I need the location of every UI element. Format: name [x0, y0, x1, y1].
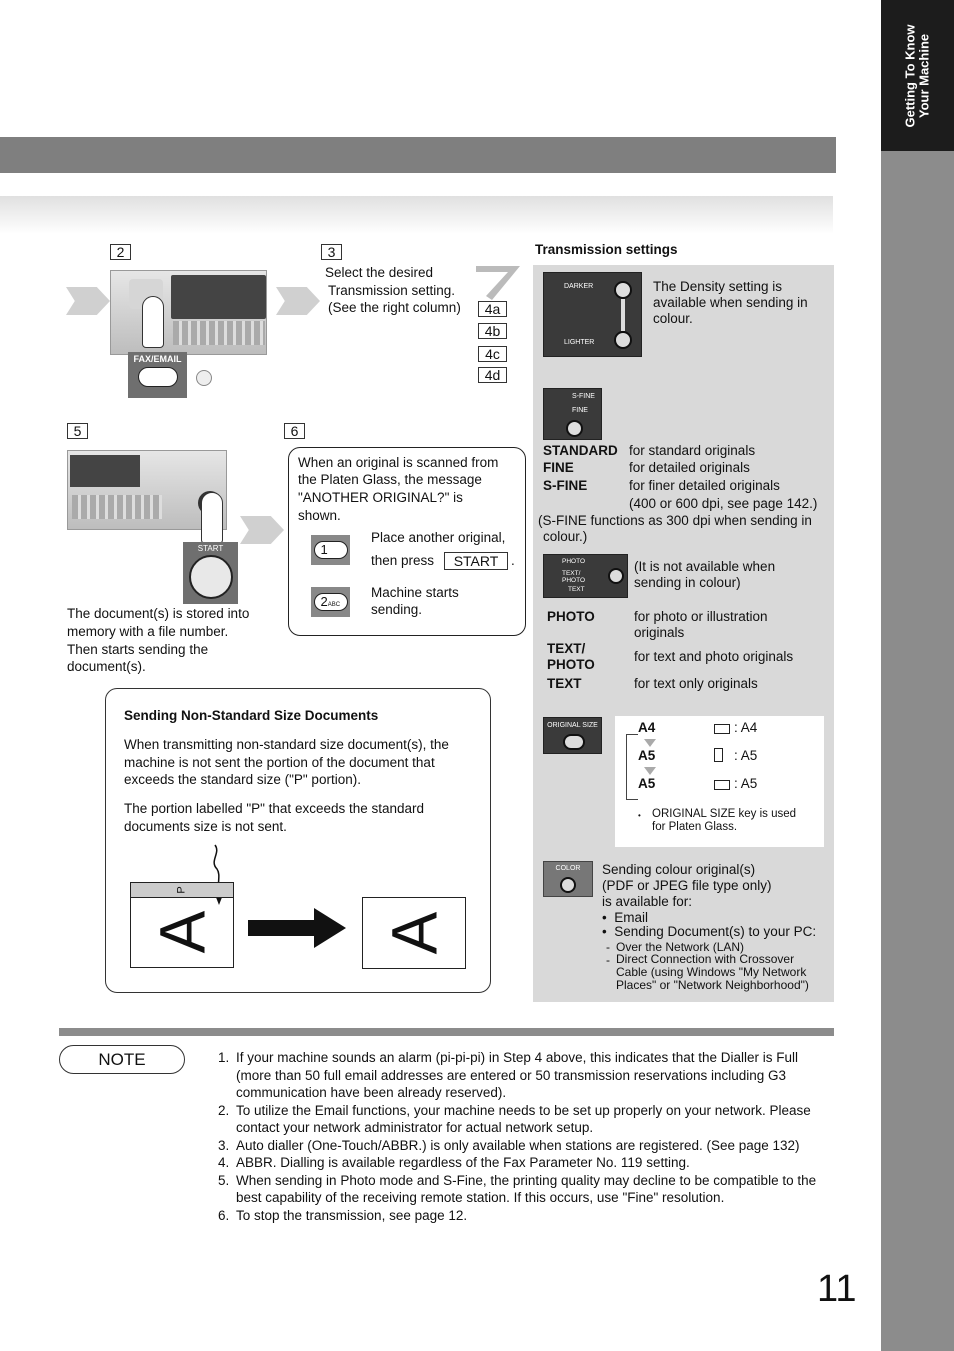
note-rule: [59, 1028, 834, 1036]
start-key-label: START: [197, 544, 224, 553]
nonstandard-para-1: When transmitting non-standard size document(s), the machine is not sent the portion of the document that exceeds the standard size ("P" portion).: [124, 737, 449, 787]
size-key-a5-landscape: A5: [638, 776, 656, 791]
note-text: Auto dialler (One-Touch/ABBR.) is only available when stations are registered. (See page 132): [236, 1137, 800, 1153]
size-note-bullet: •: [638, 811, 641, 820]
res-key-fine: FINE: [543, 460, 574, 475]
down-arrow-icon: [644, 739, 656, 747]
mode-desc-textphoto: for text and photo originals: [634, 649, 794, 664]
step-5-line4: document(s).: [67, 659, 146, 674]
size-key-a4: A4: [638, 720, 656, 735]
note-item: [218, 1154, 830, 1172]
color-sub-dash-2: -: [606, 953, 610, 967]
note-number: 4.: [218, 1155, 230, 1170]
mode-note: (It is not available when sending in colour): [634, 559, 776, 590]
step-5-line1: The document(s) is stored into: [67, 606, 250, 621]
document-standard-size: [362, 897, 466, 969]
note-number: 5.: [218, 1172, 230, 1188]
resolution-panel: [543, 388, 602, 440]
color-bullet-pc-text: Sending Document(s) to your PC:: [614, 924, 817, 939]
mode-desc-text: for text only originals: [634, 676, 758, 691]
chapter-tab-line1: Getting To Know: [902, 23, 918, 128]
flow-arrow: [276, 287, 320, 315]
landscape-page-icon: [714, 724, 730, 734]
density-darker-label: DARKER: [564, 283, 594, 290]
key-1-icon: [311, 535, 350, 565]
res-desc-sfine: for finer detailed originals: [629, 478, 780, 493]
color-text-3: is available for:: [602, 894, 693, 909]
color-sub-crossover: Direct Connection with Crossover Cable (using Windows "My Network Places" or "Network Neighborhood"): [616, 952, 809, 992]
color-text-1: Sending colour original(s): [602, 862, 756, 877]
result-arrow-icon: [248, 908, 346, 948]
finger-icon: [201, 492, 223, 544]
step-6-intro-3: "ANOTHER ORIGINAL?" is: [298, 490, 463, 505]
color-sub-dash-1: -: [606, 940, 610, 954]
res-note-sfine-colour-1: (S-FINE functions as 300 dpi when sending in: [538, 513, 812, 528]
size-key-a5-portrait: A5: [638, 748, 656, 763]
note-list: [218, 1049, 830, 1224]
mode-desc-photo: for photo or illustration originals: [634, 609, 768, 640]
step-6-item1-line1: Place another original,: [371, 530, 506, 545]
nonstandard-para-2: The portion labelled "P" that exceeds the standard documents size is not sent.: [124, 801, 425, 834]
section-gradient-bar: [0, 196, 833, 234]
size-val-a4: : A4: [734, 720, 758, 735]
fax-email-key: [128, 352, 187, 398]
step-5-line3: Then starts sending the: [67, 642, 209, 657]
flow-arrow: [66, 287, 110, 315]
step-5-number: 5: [67, 423, 88, 439]
nonstandard-title: Sending Non-Standard Size Documents: [124, 708, 379, 723]
note-text: When sending in Photo mode and S-Fine, the printing quality may decline to be compatible to the best capability of the receiving remote station. If this occurs, use "Fine" resolution.: [236, 1172, 817, 1205]
note-text: ABBR. Dialling is available regardless of the Fax Parameter No. 119 setting.: [236, 1155, 690, 1170]
color-key-panel: [543, 861, 593, 897]
flow-arrow: [240, 516, 284, 544]
step-6-item2-line1: Machine starts: [371, 585, 459, 600]
step-5-line2: memory with a file number.: [67, 624, 229, 639]
landscape-page-icon: [714, 780, 730, 790]
note-text: To stop the transmission, see page 12.: [236, 1207, 468, 1223]
step-3-number: 3: [321, 244, 342, 260]
mode-photo-label: PHOTO: [562, 558, 585, 565]
mode-text-label: TEXT: [568, 586, 585, 593]
sfine-led-label: S-FINE: [572, 393, 595, 400]
mode-key-text: TEXT: [547, 676, 582, 691]
note-text: To utilize the Email functions, your machine needs to be set up properly on your network. Please contact your network administrator for actual network setup.: [236, 1102, 811, 1135]
step-3-line2: Transmission setting.: [328, 283, 456, 298]
note-text: If your machine sounds an alarm (pi-pi-pi) in Step 4 above, this indicates that the Dialler is Full (more than 50 full email addresses are entered or 50 transmission reservations including G3 communication have been already reserved).: [236, 1050, 799, 1100]
start-key-inline: START: [444, 552, 508, 570]
size-note: ORIGINAL SIZE key is used for Platen Glass.: [652, 808, 797, 833]
down-arrow-icon: [644, 767, 656, 775]
header-bar: [0, 137, 836, 173]
p-portion-label: P: [176, 886, 188, 894]
document-letter: A: [146, 910, 218, 954]
key-2-icon: [311, 587, 350, 617]
note-item: [218, 1102, 830, 1137]
cycle-bracket: [626, 734, 638, 800]
fax-email-label: FAX/EMAIL: [133, 354, 182, 364]
note-item: [218, 1207, 830, 1225]
color-text-2: (PDF or JPEG file type only): [602, 878, 772, 893]
step-6-intro-4: shown.: [298, 508, 341, 523]
machine-panel-image: [110, 270, 267, 355]
res-key-sfine: S-FINE: [543, 478, 588, 493]
size-val-a5-landscape: : A5: [734, 776, 758, 791]
note-badge: NOTE: [59, 1045, 185, 1074]
color-sub-lan: Over the Network (LAN): [616, 940, 745, 954]
note-number: 6.: [218, 1207, 230, 1223]
step-6-item1-line2: then press: [371, 553, 435, 568]
note-item: [218, 1049, 830, 1102]
note-item: [218, 1137, 830, 1155]
ref-4c: 4c: [478, 346, 507, 362]
step-6-intro-1: When an original is scanned from: [298, 455, 499, 470]
step-6-item1-dot: .: [511, 553, 515, 568]
res-desc-standard: for standard originals: [629, 443, 756, 458]
ref-4d: 4d: [478, 367, 507, 383]
color-bullet-email-text: Email: [614, 910, 648, 925]
note-number: 2.: [218, 1102, 230, 1118]
step-6-item2-line2: sending.: [371, 602, 423, 617]
key-1-label: 1: [314, 541, 348, 559]
mode-panel: [543, 554, 628, 598]
mode-key-photo: PHOTO: [547, 609, 595, 624]
step-6-number: 6: [284, 423, 305, 439]
color-bullet-pc: • Sending Document(s) to your PC:: [602, 924, 817, 939]
step-3-line3: (See the right column): [328, 300, 461, 315]
step-2-number: 2: [110, 244, 131, 260]
res-key-standard: STANDARD: [543, 443, 618, 458]
start-key: [183, 542, 238, 604]
page-number: 11: [817, 1268, 857, 1310]
transmission-settings-heading: Transmission settings: [535, 242, 678, 257]
res-desc-fine: for detailed originals: [629, 460, 750, 475]
mode-key-textphoto: TEXT/ PHOTO: [547, 641, 595, 672]
density-panel: [543, 272, 642, 357]
note-item: [218, 1172, 830, 1207]
step-6-intro-2: the Platen Glass, the message: [298, 472, 482, 487]
ref-4a: 4a: [478, 301, 507, 317]
res-note-sfine-colour-2: colour.): [543, 529, 588, 544]
res-note-dpi: (400 or 600 dpi, see page 142.): [629, 496, 818, 511]
chapter-tab-label: [881, 0, 954, 151]
step-3-line1: Select the desired: [325, 265, 434, 280]
mode-textphoto-label: TEXT/ PHOTO: [562, 570, 585, 584]
pointer-arrow-icon: [472, 262, 524, 302]
original-size-panel: [543, 717, 602, 754]
document-letter: A: [378, 911, 450, 955]
portrait-page-icon: [714, 748, 723, 762]
ref-4b: 4b: [478, 323, 507, 339]
side-strip: [881, 0, 954, 1351]
key-2-label: 2: [320, 594, 328, 609]
color-key-label: COLOR: [555, 865, 581, 872]
key-2-sublabel: ABC: [327, 602, 341, 608]
finger-icon: [142, 296, 164, 348]
note-number: 3.: [218, 1137, 230, 1153]
original-size-label: ORIGINAL SIZE: [547, 722, 598, 729]
density-text: The Density setting is available when sending in colour.: [653, 279, 808, 326]
fine-led-label: FINE: [572, 407, 588, 414]
chapter-tab-line2: Your Machine: [916, 33, 932, 118]
note-number: 1.: [218, 1050, 230, 1065]
color-bullet-email: • Email: [602, 910, 648, 925]
led-icon: [196, 370, 212, 386]
size-val-a5-portrait: : A5: [734, 748, 758, 763]
document-with-p-portion: [130, 882, 234, 968]
density-lighter-label: LIGHTER: [564, 339, 595, 346]
